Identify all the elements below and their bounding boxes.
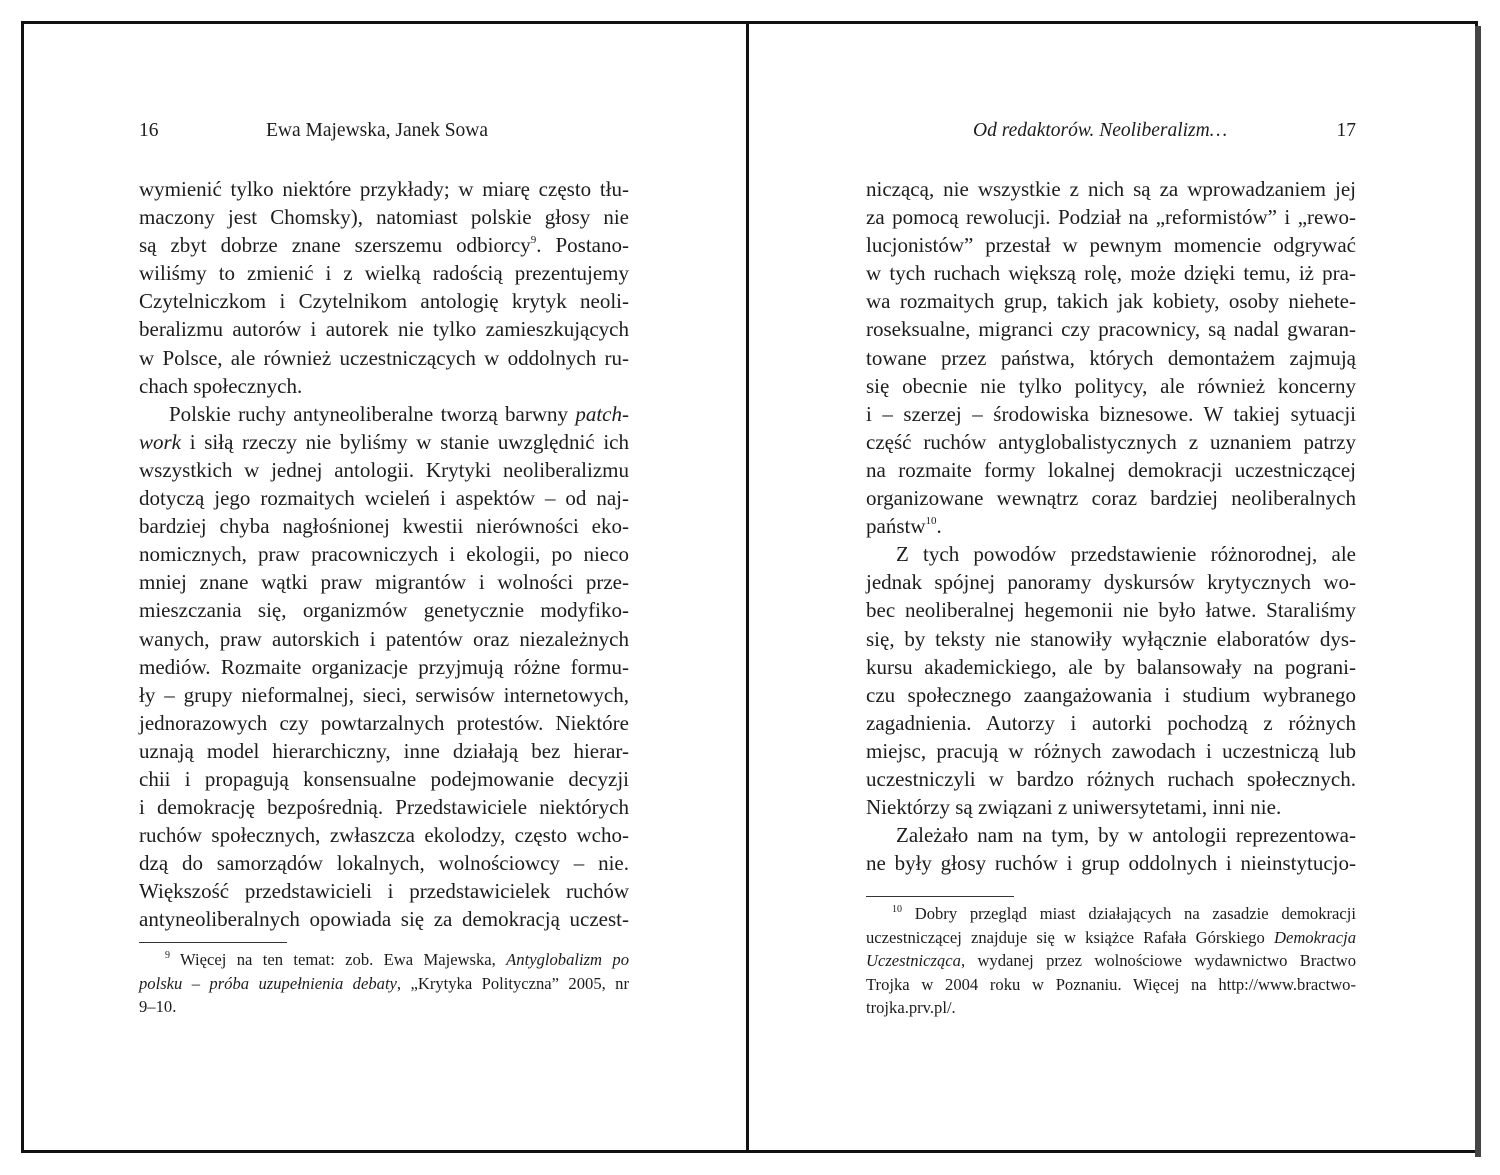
text-line: są zbyt dobrze znane szerszemu odbiorcy$^9$. Postano- — [139, 233, 629, 258]
left-body-text — [139, 175, 629, 934]
footnote-line: Trojka w 2004 roku w Poznaniu. Więcej na http://www.bractwo- — [866, 974, 1356, 994]
text-line: nomicznych, praw pracowniczych i ekologii, po nieco — [139, 542, 629, 567]
text-line: wa rozmaitych grup, takich jak kobiety, osoby niehete- — [866, 289, 1356, 314]
footnote-ref: 10 — [925, 515, 937, 528]
text-line: ły – grupy nieformalnej, sieci, serwisów internetowych, — [139, 682, 629, 707]
text-line: maczony jest Chomsky), natomiast polskie głosy nie — [139, 205, 629, 230]
text-line: państw$^{10}$. — [866, 514, 942, 539]
footnote-line: Uczestnicząca, wydanej przez wolnościowe wydawnictwo Bractwo — [866, 951, 1356, 970]
text-line: Zależało nam na tym, by w antologii reprezentowa- — [896, 823, 1356, 848]
text-line: wszystkich w jednej antologii. Krytyki neoliberalizmu — [139, 457, 629, 482]
footnote-line: 9–10. — [139, 997, 177, 1016]
left-running-head: Ewa Majewska, Janek Sowa — [266, 120, 489, 141]
text-line: wanych, praw autorskich i patentów oraz niezależnych — [139, 626, 629, 651]
text-line: dotyczą jego rozmaitych wcieleń i aspektów – od naj- — [139, 486, 629, 511]
text-line: kursu akademickiego, ale by balansowały na pograni- — [866, 654, 1356, 679]
text-line: Czytelniczkom i Czytelnikom antologię krytyk neoli- — [139, 289, 629, 314]
right-running-header — [866, 118, 1356, 144]
right-footnote — [866, 902, 1356, 1020]
text-line: za pomocą rewolucji. Podział na „reformistów” i „rewo- — [866, 205, 1356, 230]
right-body-text — [866, 175, 1356, 877]
text-line: część ruchów antyglobalistycznych z uznaniem patrzy — [866, 429, 1356, 454]
footnote-line: polsku – próba uzupełnienia debaty, „Krytyka Polityczna” 2005, nr — [139, 973, 629, 993]
right-page-number: 17 — [1336, 120, 1356, 141]
text-line: antyneoliberalnych opowiada się za demokracją uczest- — [139, 907, 629, 932]
text-line: na rozmaite formy lokalnej demokracji uczestniczącej — [866, 457, 1356, 482]
footnote-ref: 9 — [530, 234, 537, 247]
text-line: lucjonistów” przestał w pewnym momencie odgrywać — [866, 233, 1356, 258]
text-line: wiliśmy to zmienić i z wielką radością prezentujemy — [139, 261, 629, 286]
text-line: i – szerzej – środowiska biznesowe. W takiej sytuacji — [866, 401, 1356, 426]
footnote-separator — [139, 942, 287, 943]
left-page-number: 16 — [139, 120, 159, 141]
footnote-line: uczestniczącej znajduje się w książce Rafała Górskiego Demokracja — [866, 927, 1356, 947]
text-line: Polskie ruchy antyneoliberalne tworzą barwny patch- — [169, 401, 629, 426]
text-line: ne były głosy ruchów i grup oddolnych i nieinstytucjo- — [866, 851, 1356, 876]
text-line: work i siłą rzeczy nie byliśmy w stanie uwzględnić ich — [139, 429, 629, 454]
text-line: uczestniczyli w bardzo różnych ruchach społecznych. — [866, 766, 1356, 791]
text-line: miejsc, pracują w różnych zawodach i uczestniczą lub — [866, 738, 1356, 763]
text-line: beralizmu autorów i autorek nie tylko zamieszkujących — [139, 317, 629, 342]
text-line: wymienić tylko niektóre przykłady; w miarę często tłu- — [139, 177, 629, 201]
left-footnote — [139, 948, 629, 1019]
text-line: Większość przedstawicieli i przedstawicielek ruchów — [139, 879, 629, 904]
text-line: jednak spójnej panoramy dyskursów krytycznych wo- — [866, 570, 1356, 595]
footnote-line: $^9$ Więcej na ten temat: zob. Ewa Majewska, Antyglobalizm po — [165, 950, 629, 969]
footnote-line: trojka.prv.pl/. — [866, 998, 956, 1017]
right-running-head: Od redaktorów. Neoliberalizm… — [973, 120, 1228, 141]
text-line: chii i propagują konsensualne podejmowanie decyzji — [139, 766, 629, 791]
text-line: się, by teksty nie stanowiły wyłącznie elaboratów dys- — [866, 626, 1356, 651]
text-line: dzą do samorządów lokalnych, wolnościowcy – nie. — [139, 851, 629, 876]
text-line: jednorazowych czy powtarzalnych protestów. Niektóre — [139, 710, 629, 735]
text-line: niczącą, nie wszystkie z nich są za wprowadzaniem jej — [866, 177, 1356, 201]
text-line: bardziej chyba nagłośnionej kwestii nierówności eko- — [139, 514, 629, 539]
text-line: się obecnie nie tylko politycy, ale również koncerny — [866, 373, 1356, 398]
footnote-mark: 9 — [165, 950, 170, 961]
left-running-header — [139, 118, 629, 144]
text-line: zagadnienia. Autorzy i autorki pochodzą z różnych — [866, 710, 1356, 735]
text-line: Z tych powodów przedstawienie różnorodnej, ale — [896, 542, 1356, 567]
page-edge-shadow — [1475, 26, 1481, 1157]
text-line: bec neoliberalnej hegemonii nie było łatwe. Staraliśmy — [866, 598, 1356, 623]
text-line: uznają model hierarchiczny, inne działają bez hierar- — [139, 738, 629, 763]
text-line: w tych ruchach większą rolę, może dzięki temu, iż pra- — [866, 261, 1356, 286]
footnote-separator — [866, 896, 1014, 897]
text-line: w Polsce, ale również uczestniczących w oddolnych ru- — [139, 345, 629, 370]
text-line: i demokrację bezpośrednią. Przedstawiciele niektórych — [139, 795, 629, 820]
text-line: Niektórzy są związani z uniwersytetami, inni nie. — [866, 795, 1282, 820]
text-line: chach społecznych. — [139, 373, 303, 398]
text-line: organizowane wewnątrz coraz bardziej neoliberalnych — [866, 486, 1356, 511]
footnote-mark: 10 — [892, 904, 902, 915]
text-line: mediów. Rozmaite organizacje przyjmują różne formu- — [139, 654, 629, 679]
text-line: czu społecznego zaangażowania i studium wybranego — [866, 682, 1356, 707]
text-line: mniej znane wątki praw migrantów i wolności prze- — [139, 570, 629, 595]
text-line: mieszczania się, organizmów genetycznie modyfiko- — [139, 598, 629, 623]
text-line: roseksualne, migranci czy pracownicy, są nadal gwaran- — [866, 317, 1356, 342]
text-line: towane przez państwa, których demontażem zajmują — [866, 345, 1356, 370]
text-line: ruchów społecznych, zwłaszcza ekolodzy, często wcho- — [139, 823, 629, 848]
footnote-line: $^{10}$ Dobry przegląd miast działających na zasadzie demokracji — [892, 904, 1356, 923]
